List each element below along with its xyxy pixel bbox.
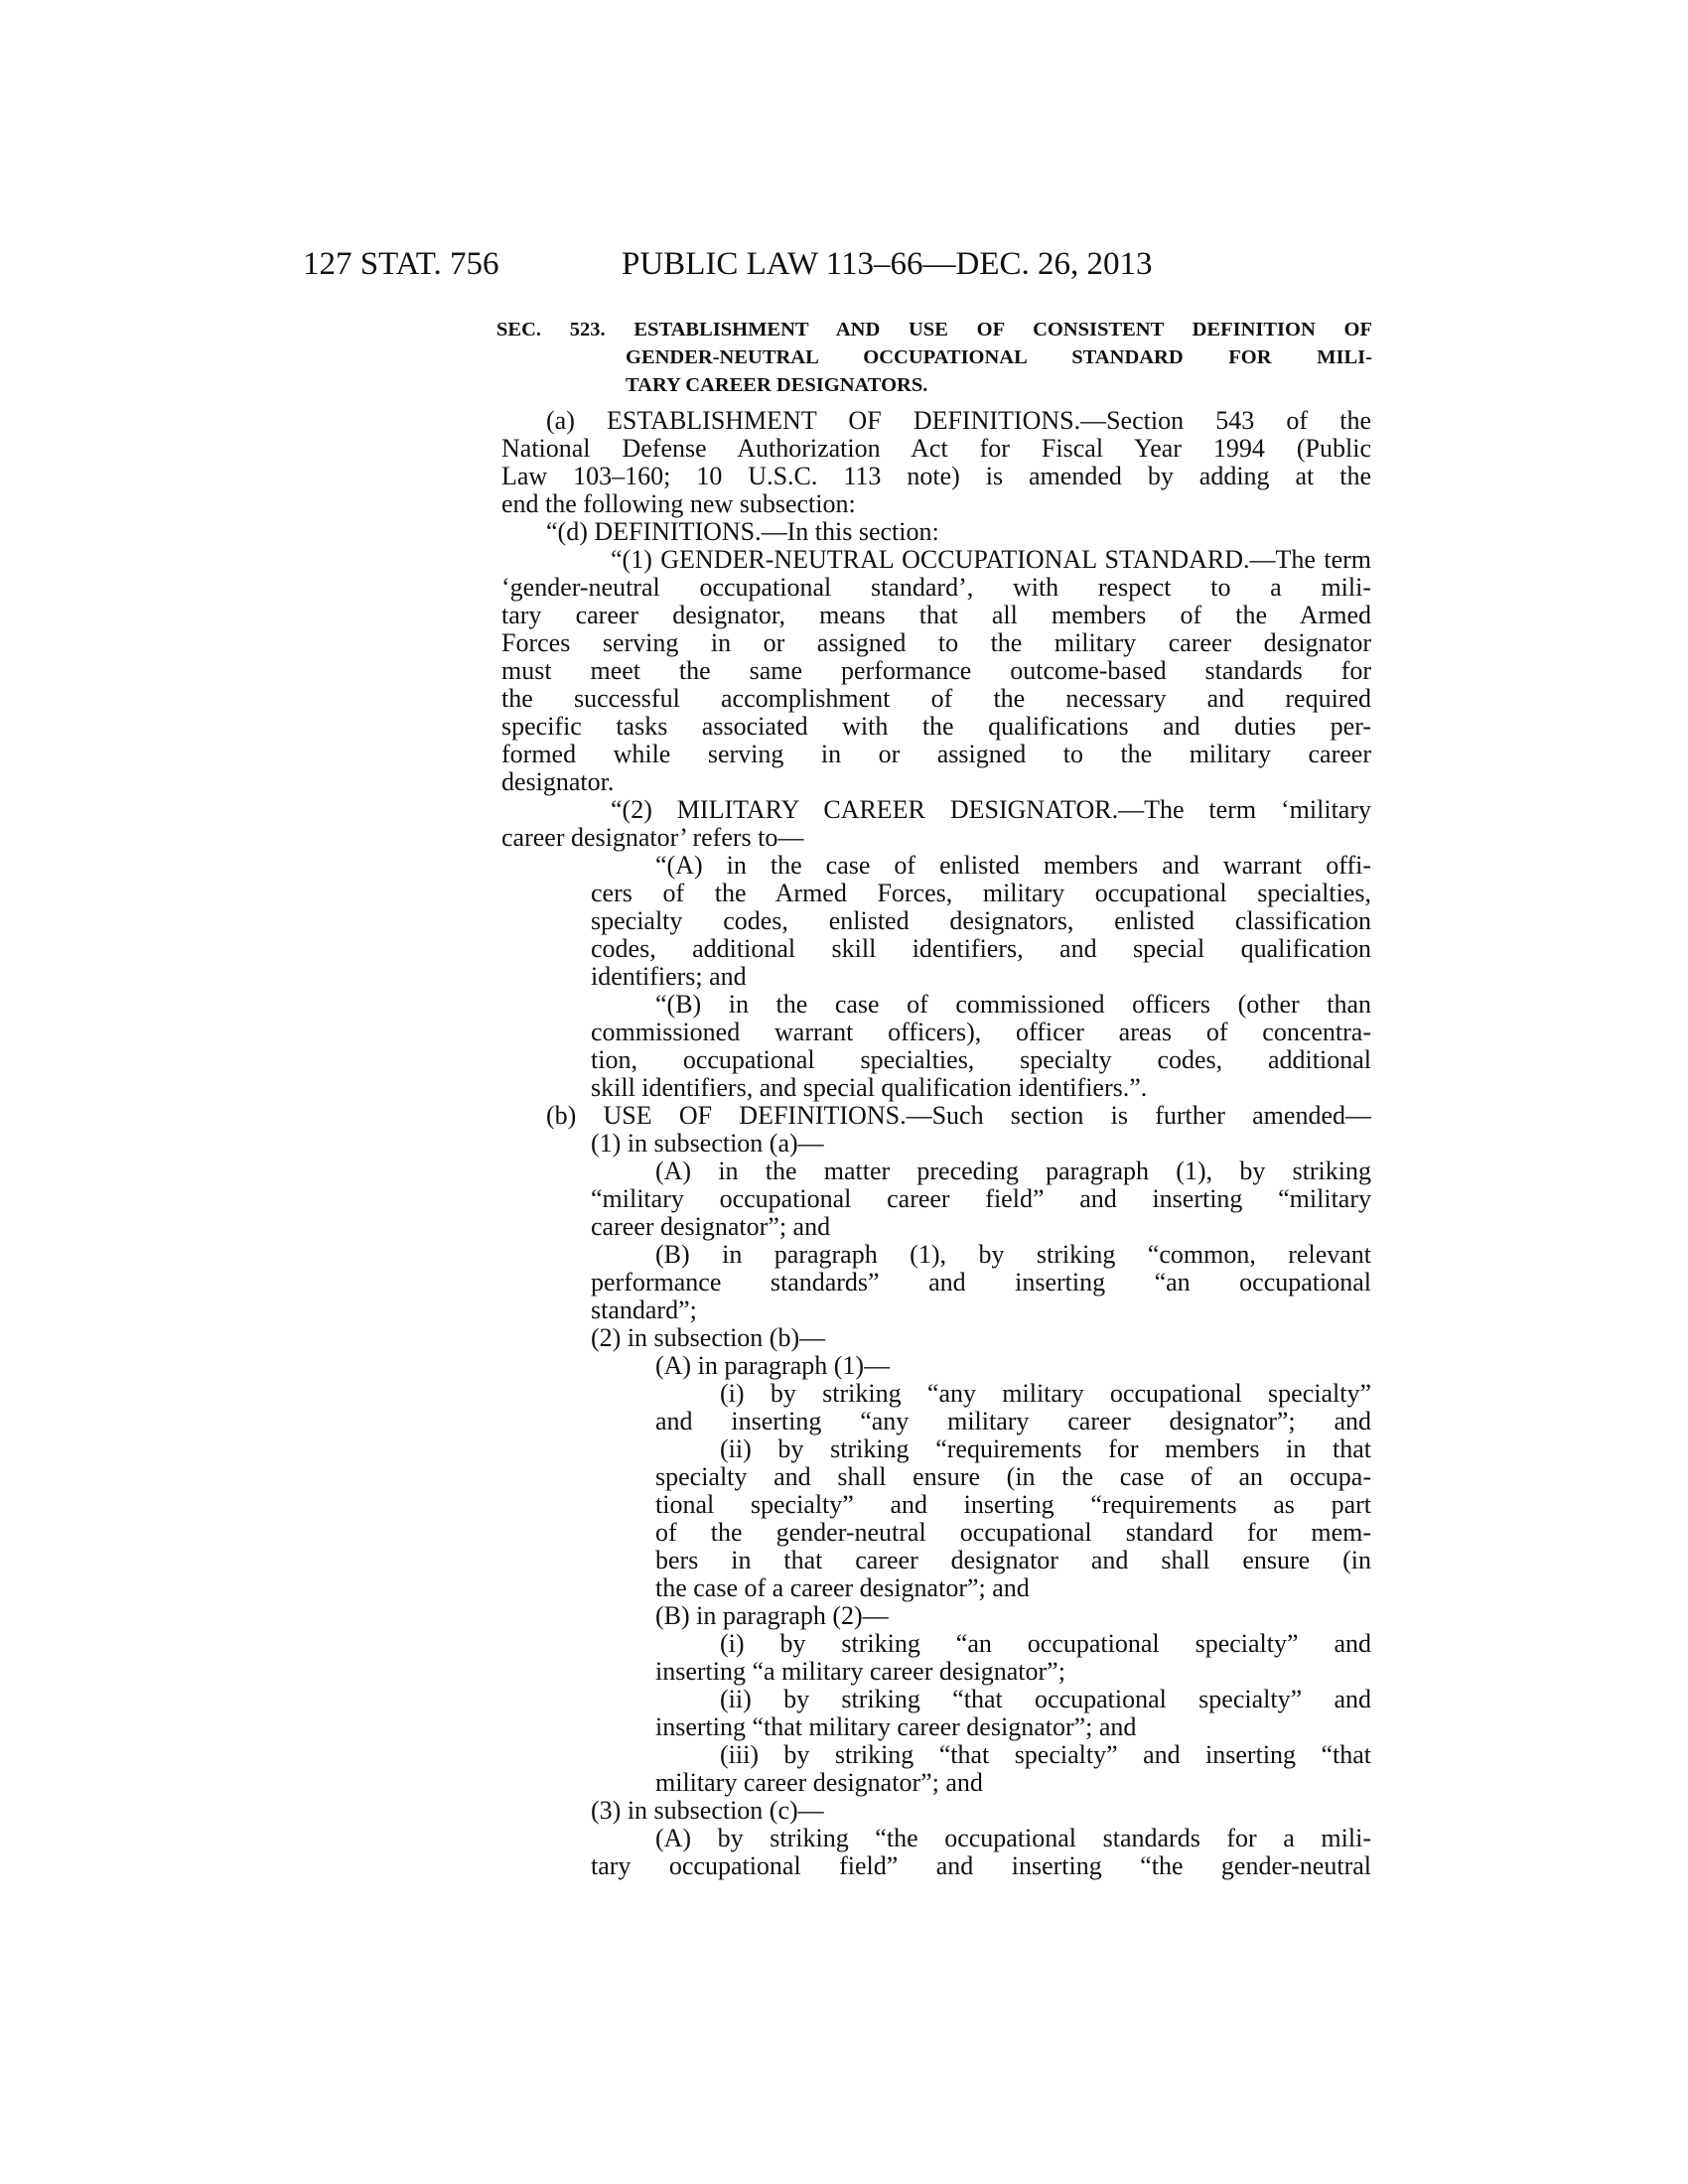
text-line: Forces serving in or assigned to the military career designator bbox=[501, 628, 1371, 657]
text-line: Law 103–160; 10 U.S.C. 113 note) is amended by adding at the bbox=[501, 462, 1371, 490]
text-line: end the following new subsection: bbox=[501, 489, 856, 518]
text-line: “military occupational career field” and inserting “military bbox=[591, 1184, 1371, 1213]
text-line: the case of a career designator”; and bbox=[655, 1573, 1030, 1602]
text-line: (A) by striking “the occupational standards for a mili- bbox=[655, 1824, 1371, 1852]
text-line: specific tasks associated with the qualifications and duties per- bbox=[501, 712, 1371, 741]
text-line: identifiers; and bbox=[591, 962, 747, 991]
text-line: (b) USE OF DEFINITIONS.—Such section is further amended— bbox=[546, 1101, 1371, 1130]
running-header: PUBLIC LAW 113–66—DEC. 26, 2013 bbox=[622, 246, 1153, 282]
text-line: tary occupational field” and inserting “the gender-neutral bbox=[591, 1851, 1371, 1880]
text-line: “(B) in the case of commissioned officers (other than bbox=[655, 990, 1371, 1019]
text-line: tary career designator, means that all members of the Armed bbox=[501, 601, 1371, 629]
text-line: designator. bbox=[501, 767, 615, 796]
text-line: standard”; bbox=[591, 1296, 697, 1324]
text-line: (1) in subsection (a)— bbox=[591, 1129, 824, 1158]
text-line: performance standards” and inserting “an occupational bbox=[591, 1268, 1371, 1297]
text-line: “(1) GENDER-NEUTRAL OCCUPATIONAL STANDARD.—The term bbox=[611, 545, 1371, 574]
page-stat-number: 127 STAT. 756 bbox=[303, 246, 499, 282]
text-line: the successful accomplishment of the necessary and required bbox=[501, 684, 1371, 713]
text-line: “(A) in the case of enlisted members and warrant offi- bbox=[655, 851, 1371, 880]
text-line: tional specialty” and inserting “requirements as part bbox=[655, 1490, 1371, 1519]
text-line: of the gender-neutral occupational standard for mem- bbox=[655, 1518, 1371, 1547]
text-line: must meet the same performance outcome-based standards for bbox=[501, 656, 1371, 685]
section-heading-line: TARY CAREER DESIGNATORS. bbox=[626, 374, 928, 396]
section-heading-line: GENDER-NEUTRAL OCCUPATIONAL STANDARD FOR MILI- bbox=[626, 346, 1372, 368]
text-line: bers in that career designator and shall ensure (in bbox=[655, 1546, 1371, 1574]
text-line: (i) by striking “any military occupational specialty” bbox=[720, 1379, 1371, 1408]
text-line: commissioned warrant officers), officer areas of concentra- bbox=[591, 1018, 1371, 1046]
text-line: (B) in paragraph (2)— bbox=[655, 1601, 889, 1630]
text-line: specialty and shall ensure (in the case of an occupa- bbox=[655, 1462, 1371, 1491]
text-line: codes, additional skill identifiers, and special qualification bbox=[591, 934, 1371, 963]
text-line: (ii) by striking “requirements for members in that bbox=[720, 1434, 1371, 1463]
text-line: and inserting “any military career designator”; and bbox=[655, 1407, 1371, 1435]
text-line: formed while serving in or assigned to the military career bbox=[501, 740, 1371, 768]
text-line: (i) by striking “an occupational specialty” and bbox=[720, 1629, 1371, 1658]
text-line: specialty codes, enlisted designators, enlisted classification bbox=[591, 906, 1371, 935]
text-line: (A) in the matter preceding paragraph (1), by striking bbox=[655, 1157, 1371, 1185]
body-text bbox=[501, 407, 1371, 1880]
text-line: career designator’ refers to— bbox=[501, 823, 804, 852]
text-line: “(2) MILITARY CAREER DESIGNATOR.—The term ‘military bbox=[611, 795, 1371, 824]
text-line: career designator”; and bbox=[591, 1212, 831, 1241]
text-line: National Defense Authorization Act for Fiscal Year 1994 (Public bbox=[501, 434, 1371, 463]
text-line: (3) in subsection (c)— bbox=[591, 1796, 824, 1825]
text-line: skill identifiers, and special qualification identifiers.”. bbox=[591, 1073, 1148, 1102]
text-line: (2) in subsection (b)— bbox=[591, 1323, 826, 1352]
text-line: (ii) by striking “that occupational specialty” and bbox=[720, 1685, 1371, 1713]
text-line: (a) ESTABLISHMENT OF DEFINITIONS.—Section 543 of the bbox=[546, 406, 1371, 435]
text-line: cers of the Armed Forces, military occupational specialties, bbox=[591, 879, 1371, 907]
text-line: ‘gender-neutral occupational standard’, with respect to a mili- bbox=[501, 573, 1371, 602]
text-line: military career designator”; and bbox=[655, 1768, 983, 1797]
text-line: (A) in paragraph (1)— bbox=[655, 1351, 891, 1380]
text-line: (iii) by striking “that specialty” and inserting “that bbox=[720, 1740, 1371, 1769]
text-line: inserting “that military career designator”; and bbox=[655, 1712, 1137, 1741]
text-line: (B) in paragraph (1), by striking “common, relevant bbox=[655, 1240, 1371, 1269]
section-heading-line: SEC. 523. ESTABLISHMENT AND USE OF CONSISTENT DEFINITION OF bbox=[496, 319, 1372, 341]
text-line: tion, occupational specialties, specialty codes, additional bbox=[591, 1045, 1371, 1074]
section-heading bbox=[496, 316, 1372, 399]
text-line: inserting “a military career designator”; bbox=[655, 1657, 1065, 1686]
text-line: “(d) DEFINITIONS.—In this section: bbox=[546, 517, 939, 546]
